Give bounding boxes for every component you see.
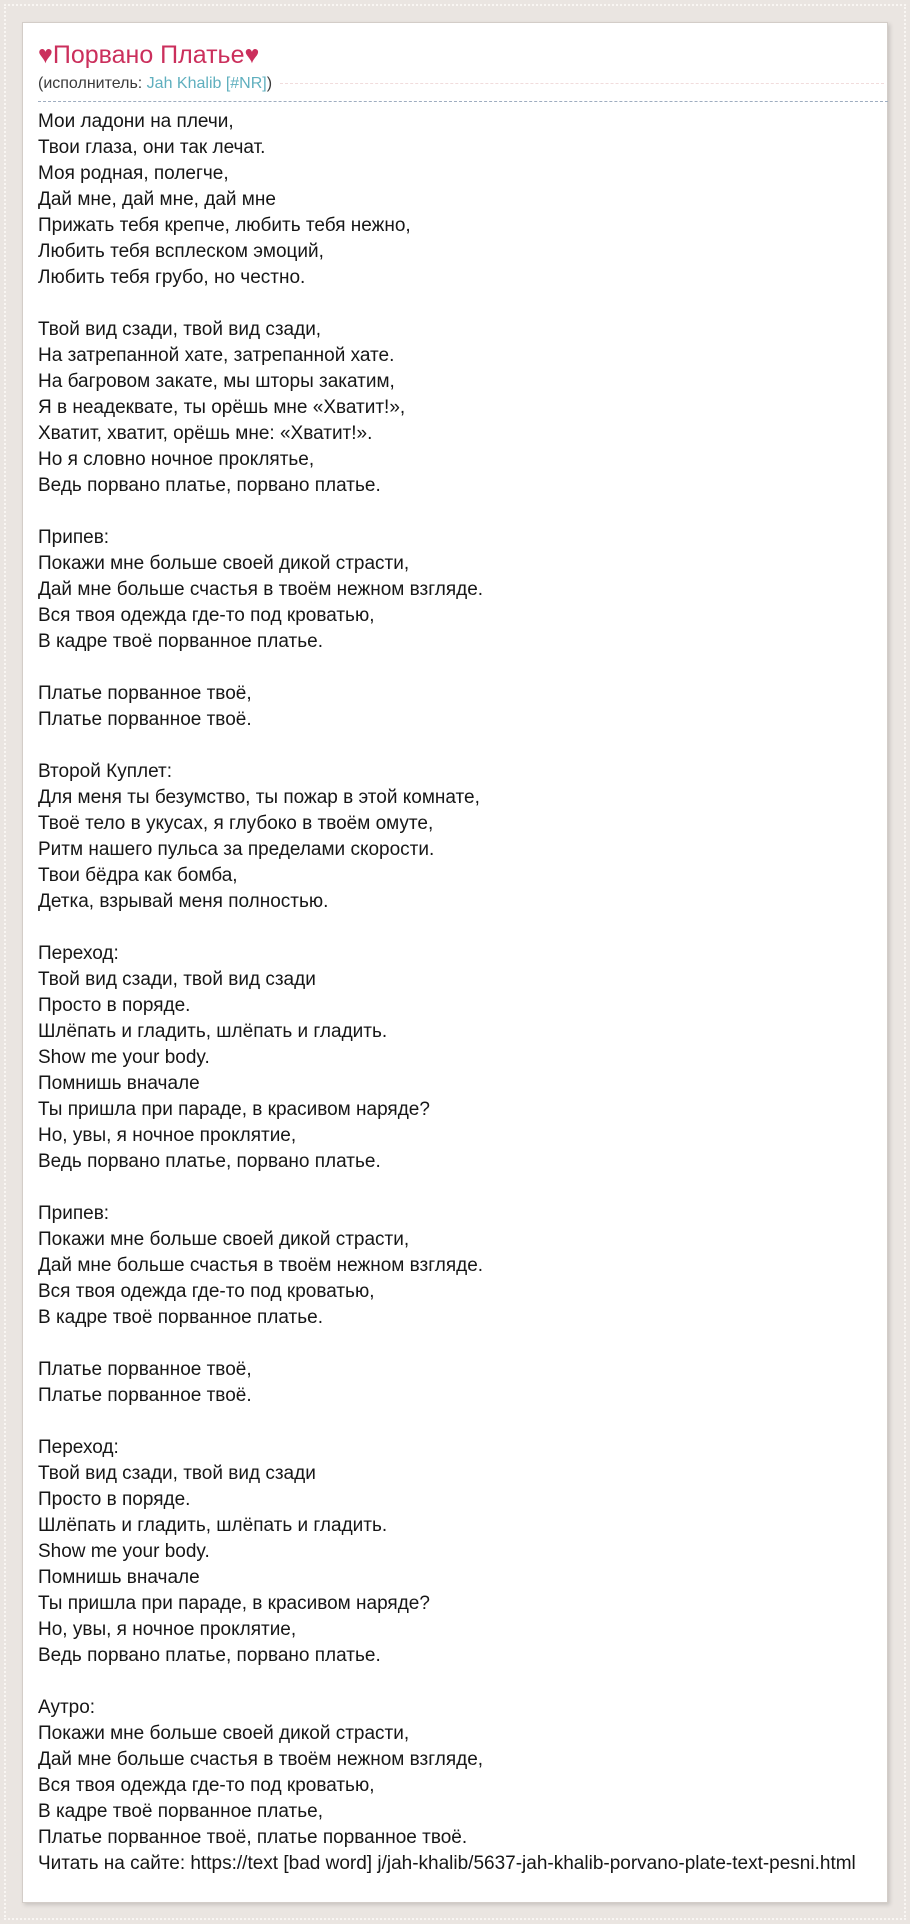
artist-link[interactable]: Jah Khalib [#NR]: [146, 75, 267, 92]
page-title: ♥Порвано Платье♥: [38, 41, 260, 69]
source-url-line: Читать на сайте: https://text [bad word] j/jah-khalib/5637-jah-khalib-porvano-plate-text-pesni.html: [38, 1853, 856, 1874]
stanza: Платье порванное твоё, Платье порванное твоё.: [38, 1359, 252, 1406]
lyrics-card: [22, 22, 888, 1903]
stanza: Припев: Покажи мне больше своей дикой страсти, Дай мне больше счастья в твоём нежном взгляде. Вся твоя одежда где-то под кроватью, В кадре твоё порванное платье.: [38, 527, 484, 652]
separator-dashed-line: [38, 101, 888, 102]
stanza: Переход: Твой вид сзади, твой вид сзади Просто в поряде. Шлёпать и гладить, шлёпать и гладить. Show me your body. Помнишь вначале Ты пришла при параде, в красивом наряде? Но, увы, я ночное проклятие, Ведь порвано платье, порвано платье.: [38, 1437, 430, 1666]
decorative-dashed-line: [280, 83, 884, 84]
stanza: Твой вид сзади, твой вид сзади, На затрепанной хате, затрепанной хате. На багровом закате, мы шторы закатим, Я в неадеквате, ты орёшь мне «Хватит!», Хватит, хватит, орёшь мне: «Хватит!». Но я словно ночное проклятье, Ведь порвано платье, порвано платье.: [38, 319, 406, 496]
artist-line: [38, 74, 887, 94]
stanza: Аутро: Покажи мне больше своей дикой страсти, Дай мне больше счастья в твоём нежном взгляде, Вся твоя одежда где-то под кроватью, В кадре твоё порванное платье, Платье порванное твоё, платье порванное твоё.: [38, 1697, 484, 1848]
artist-label-prefix: (исполнитель:: [38, 75, 147, 92]
stanza: Платье порванное твоё, Платье порванное твоё.: [38, 683, 252, 730]
artist-label-suffix: ): [266, 75, 273, 92]
stanza: Второй Куплет: Для меня ты безумство, ты пожар в этой комнате, Твоё тело в укусах, я глубоко в твоём омуте, Ритм нашего пульса за пределами скорости. Твои бёдра как бомба, Детка, взрывай меня полностью.: [38, 761, 480, 912]
artist-label: [38, 74, 272, 94]
stanza: Припев: Покажи мне больше своей дикой страсти, Дай мне больше счастья в твоём нежном взгляде. Вся твоя одежда где-то под кроватью, В кадре твоё порванное платье.: [38, 1203, 484, 1328]
lyrics-text: [38, 109, 887, 1851]
stanza: Переход: Твой вид сзади, твой вид сзади Просто в поряде. Шлёпать и гладить, шлёпать и гладить. Show me your body. Помнишь вначале Ты пришла при параде, в красивом наряде? Но, увы, я ночное проклятие, Ведь порвано платье, порвано платье.: [38, 943, 430, 1172]
stanza: Мои ладони на плечи, Твои глаза, они так лечат. Моя родная, полегче, Дай мне, дай мне, дай мне Прижать тебя крепче, любить тебя нежно, Любить тебя всплеском эмоций, Любить тебя грубо, но честно.: [38, 111, 411, 288]
